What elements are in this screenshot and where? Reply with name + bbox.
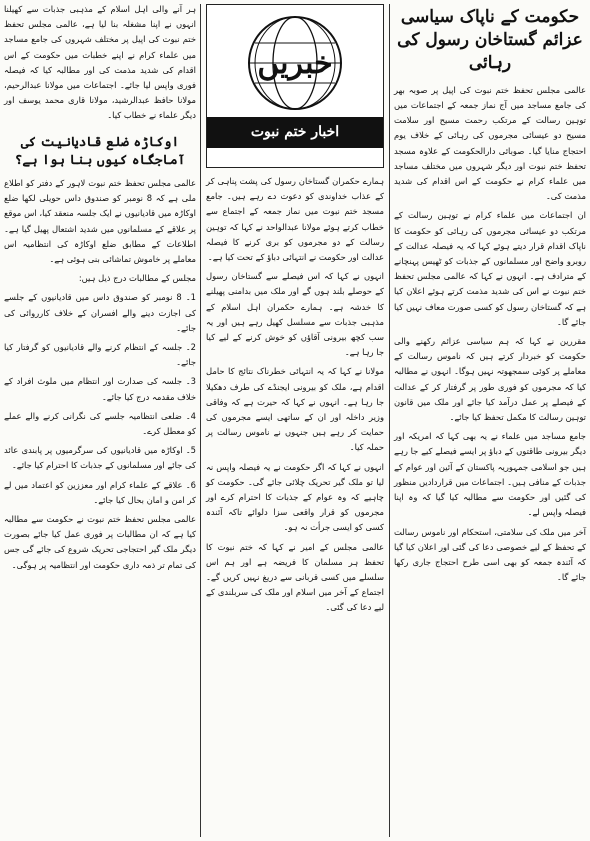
demand-list-item: 6۔ علاقے کے علماء کرام اور معززین کو اعتماد میں لے کر امن و امان بحال کیا جائے۔ xyxy=(4,479,196,505)
middle-column xyxy=(202,0,388,841)
column-divider xyxy=(200,4,201,837)
masthead-subtitle: اخبار ختم نبوت xyxy=(207,117,383,148)
left-closing-paragraph: عالمی مجلس تحفظ ختم نبوت نے حکومت سے مطالبہ کیا ہے کہ ان مطالبات پر فوری عمل کیا جائے بصورت دیگر ملک گیر احتجاجی تحریک شروع کی جائے گی جس کی تمام تر ذمہ داری حکومت اور انتظامیہ پر ہوگی۔ xyxy=(4,514,196,570)
left-subheadline: اوکاڑہ ضلع قادیانیت کی آماجگاہ کیوں بنا ہوا ہے؟ xyxy=(14,134,186,168)
masthead-logo xyxy=(206,4,384,168)
right-headline: حکومت کے ناپاک سیاسی عزائم گستاخان رسول کی رہائی xyxy=(397,7,583,73)
right-paragraph: مقررین نے کہا کہ ہم سیاسی عزائم رکھنے والی حکومت کو خبردار کرتے ہیں کہ ناموس رسالت کے معاملے پر کوئی سمجھوتہ نہیں ہوگا۔ انہوں نے مطالبہ کیا کہ مجرموں کو فوری طور پر گرفتار کر کے عدالت کے فیصلے پر عمل درآمد کیا جائے اور ملک میں قانون توہین رسالت کا مکمل تحفظ کیا جائے۔ xyxy=(394,336,586,423)
left-paragraph: مجلس کے مطالبات درج ذیل ہیں: xyxy=(78,273,196,284)
column-divider xyxy=(389,4,390,837)
right-paragraph: عالمی مجلس تحفظ ختم نبوت کی اپیل پر صوبہ بھر کی جامع مساجد میں آج نماز جمعہ کے اجتماعات میں توہین رسالت کے مرتکب رحمت مسیح اور سلامت مسیح دو عیسائی مجرموں کی رہائی کے خلاف یوم احتجاج منایا گیا۔ صوبائی دارالحکومت کے علاوہ مسجد تحفظ ختم نبوت اور دیگر شہروں میں مختلف مساجد میں علماء کرام نے حکومت کے اس اقدام کی شدید مذمت کی۔ xyxy=(394,84,586,202)
middle-paragraph: انہوں نے کہا کہ اس فیصلے سے گستاخان رسول کے حوصلے بلند ہوں گے اور ملک میں بدامنی پھیلنے کا خدشہ ہے۔ ہمارے حکمران اہل اسلام کے مذہبی جذبات سے مسلسل کھیل رہے ہیں اور یہ سب کچھ بیرونی آقاؤں کو خوش کرنے کے لیے کیا جا رہا ہے۔ xyxy=(206,271,384,358)
middle-paragraph: عالمی مجلس کے امیر نے کہا کہ ختم نبوت کا تحفظ ہر مسلمان کا فریضہ ہے اور ہم اس سلسلے میں کسی قربانی سے دریغ نہیں کریں گے۔ اجتماع کے آخر میں اسلام اور ملک کی سربلندی کے لیے دعا کی گئی۔ xyxy=(206,541,384,613)
right-paragraph: جامع مساجد میں علماء نے یہ بھی کہا کہ امریکہ اور دیگر بیرونی طاقتوں کے دباؤ پر ایسے فیصلے کیے جا رہے ہیں جو اسلامی جمہوریہ پاکستان کے آئین اور عوام کے جذبات کے منافی ہیں۔ اجتماعات میں قراردادیں منظور کی گئیں اور حکومت سے مطالبہ کیا گیا کہ وہ اپنا فیصلہ واپس لے۔ xyxy=(394,431,586,518)
right-paragraph: ان اجتماعات میں علماء کرام نے توہین رسالت کے مرتکب دو عیسائی مجرموں کی رہائی کو حکومت کا ناپاک اقدام قرار دیتے ہوئے کہا کہ یہ فیصلہ عدالت کے روبرو واضح اور مسلمانوں کے جذبات کو ٹھیس پہنچانے کے مترادف ہے۔ انہوں نے کہا کہ عالمی مجلس تحفظ ختم نبوت نے اس کی شدید مذمت کرتے ہوئے اعلان کیا ہے کہ گستاخان رسول کو کسی صورت معاف نہیں کیا جائے گا۔ xyxy=(394,210,586,327)
middle-paragraph: انہوں نے کہا کہ اگر حکومت نے یہ فیصلہ واپس نہ لیا تو ملک گیر تحریک چلائی جائے گی۔ حکومت کو چاہیے کہ وہ عوام کے جذبات کا احترام کرے اور مجرموں کو قرار واقعی سزا دلوائے تاکہ آئندہ کسی کو ایسی جرأت نہ ہو۔ xyxy=(206,461,384,533)
demand-list-item: 4۔ ضلعی انتظامیہ جلسے کی نگرانی کرنے والے عملے کو معطل کرے۔ xyxy=(4,410,196,437)
left-intro-paragraph: ہر آنے والی اہل اسلام کے مذہبی جذبات سے کھیلنا انہوں نے اپنا مشغلہ بنا لیا ہے، عالمی مجلس تحفظ ختم نبوت کی اپیل پر مختلف شہروں کی جامع مساجد میں علماء کرام نے اپنے خطبات میں حکومت کے اس اقدام کی شدید مذمت کی اور مطالبہ کیا کہ فیصلہ فوری واپس لیا جائے۔ اجتماعات میں مولانا عبدالرحیم، مولانا حافظ عبدالرشید، مولانا قاری محمد یوسف اور دیگر علماء نے خطاب کیا۔ xyxy=(4,4,196,121)
globe-icon xyxy=(235,5,355,117)
right-column xyxy=(390,0,590,841)
middle-paragraph: مولانا نے کہا کہ یہ انتہائی خطرناک نتائج کا حامل اقدام ہے، ملک کو بیرونی ایجنڈے کی طرف دھکیلا جا رہا ہے۔ انہوں نے کہا کہ حیرت ہے کہ وفاقی وزیر داخلہ اور ان کے ساتھی ایسے مجرموں کی حمایت کر رہے ہیں جنہوں نے ناموس رسالت پر حملہ کیا۔ xyxy=(206,366,384,453)
right-paragraph: آخر میں ملک کی سلامتی، استحکام اور ناموس رسالت کے تحفظ کے لیے خصوصی دعا کی گئی اور اعلان کیا گیا کہ آئندہ جمعہ کو بھی اسی طرح احتجاج جاری رکھا جائے گا۔ xyxy=(394,526,586,583)
demand-list-item: 1۔ 8 نومبر کو صندوق داس میں قادیانیوں کے جلسے کی اجازت دینے والے افسران کے خلاف کارروائی کی جائے۔ xyxy=(4,292,196,333)
middle-paragraph: ہمارے حکمران گستاخان رسول کی پشت پناہی کر کے عذاب خداوندی کو دعوت دے رہے ہیں۔ جامع مسجد ختم نبوت میں نماز جمعہ کے اجتماع سے خطاب کرتے ہوئے مولانا عبدالواحد نے کہا کہ توہین رسالت کے دو مجرموں کو بری کرنے کا فیصلہ عدالت اور حکومت نے انتہائی دباؤ کے تحت کیا ہے۔ xyxy=(206,176,384,263)
demand-list-item: 3۔ جلسہ کی صدارت اور انتظام میں ملوث افراد کے خلاف مقدمہ درج کیا جائے۔ xyxy=(4,376,196,402)
left-column xyxy=(0,0,200,841)
left-paragraph: عالمی مجلس تحفظ ختم نبوت لاہور کے دفتر کو اطلاع ملی ہے کہ 8 نومبر کو صندوق داس حویلی لکھا ضلع اوکاڑہ میں قادیانیوں نے ایک جلسہ منعقد کیا، اس موقع پر علاقے کے مسلمانوں میں شدید اشتعال پھیل گیا ہے۔ اطلاعات کے مطابق ضلع اوکاڑہ کی انتظامیہ اس معاملے پر خاموش تماشائی بنی ہوئی ہے۔ xyxy=(4,178,196,265)
masthead-title: خبریں xyxy=(257,46,333,81)
demand-list-item: 5۔ اوکاڑہ میں قادیانیوں کی سرگرمیوں پر پابندی عائد کی جائے اور مسلمانوں کے جذبات کا احترام کیا جائے۔ xyxy=(4,445,196,471)
demand-list-item: 2۔ جلسہ کے انتظام کرنے والے قادیانیوں کو گرفتار کیا جائے۔ xyxy=(4,342,196,368)
